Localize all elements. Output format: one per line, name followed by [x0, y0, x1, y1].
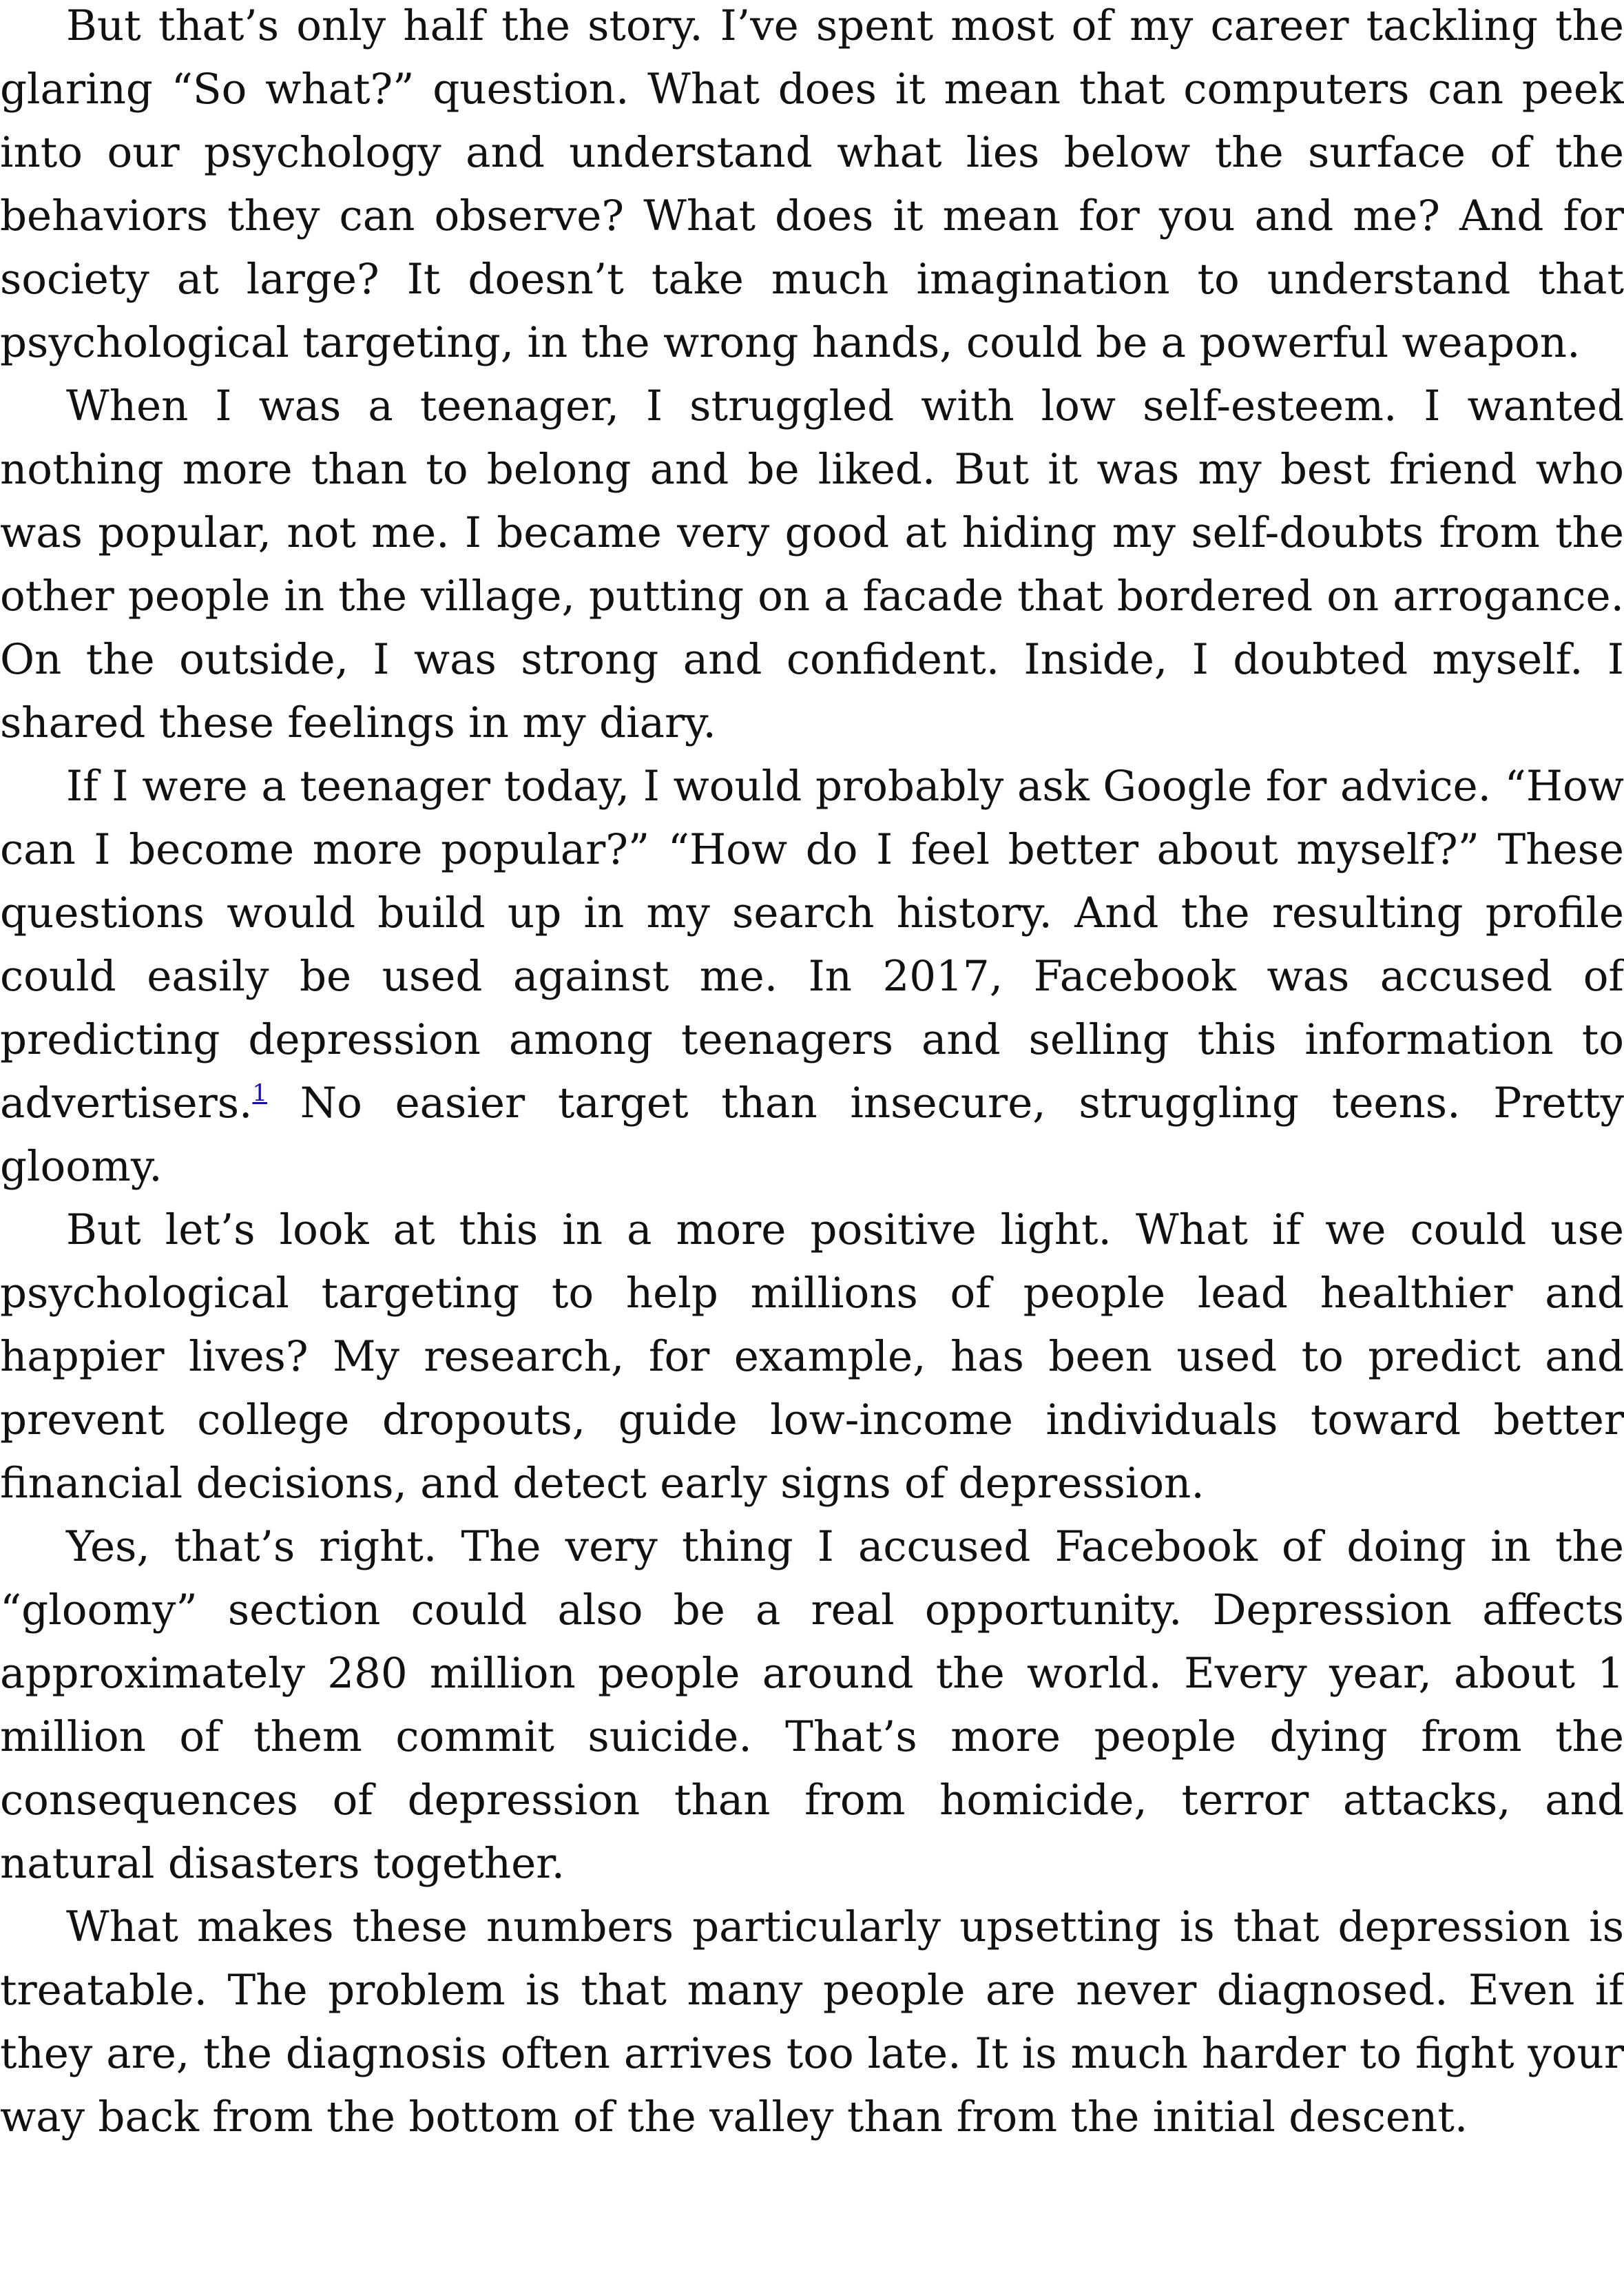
paragraph-google-advice	[0, 755, 1624, 1198]
footnote-link[interactable]: 1	[252, 1079, 268, 1107]
paragraph-text-before-footnote: If I were a teenager today, I would probably ask Google for advice. “How can I become more popular?” “How do I feel better about myself?” These questions would build up in my search history. And the resulting profile could easily be used against me. In 2017, Facebook was accused of predicting depression among teenagers and selling this information to advertisers.	[0, 762, 1624, 1128]
paragraph-teenager-self-esteem: When I was a teenager, I struggled with low self-esteem. I wanted nothing more than to belong and be liked. But it was my best friend who was popular, not me. I became very good at hiding my self-doubts from the other people in the village, putting on a facade that bordered on arrogance. On the outside, I was strong and confident. Inside, I doubted myself. I shared these feelings in my diary.	[0, 382, 1624, 747]
paragraph-positive-light: But let’s look at this in a more positive light. What if we could use psychological targeting to help millions of people lead healthier and happier lives? My research, for example, has been used to predict and prevent college dropouts, guide low-income individuals toward better financial decisions, and detect early signs of depression.	[0, 1205, 1624, 1508]
paragraph-depression-treatable: What makes these numbers particularly upsetting is that depression is treatable. The problem is that many people are never diagnosed. Even if they are, the diagnosis often arrives too late. It is much harder to fight your way back from the bottom of the valley than from the initial descent.	[0, 1902, 1624, 2141]
paragraph-so-what: But that’s only half the story. I’ve spent most of my career tackling the glaring “So what?” question. What does it mean that computers can peek into our psychology and understand what lies below the surface of the behaviors they can observe? What does it mean for you and me? And for society at large? It doesn’t take much imagination to understand that psychological targeting, in the wrong hands, could be a powerful weapon.	[0, 1, 1624, 367]
paragraph-depression-statistics: Yes, that’s right. The very thing I accused Facebook of doing in the “gloomy” section could also be a real opportunity. Depression affects approximately 280 million people around the world. Every year, about 1 million of them commit suicide. That’s more people dying from the consequences of depression than from homicide, terror attacks, and natural disasters together.	[0, 1522, 1624, 1888]
paragraph-text-after-footnote: No easier target than insecure, struggling teens. Pretty gloomy.	[0, 1079, 1624, 1191]
